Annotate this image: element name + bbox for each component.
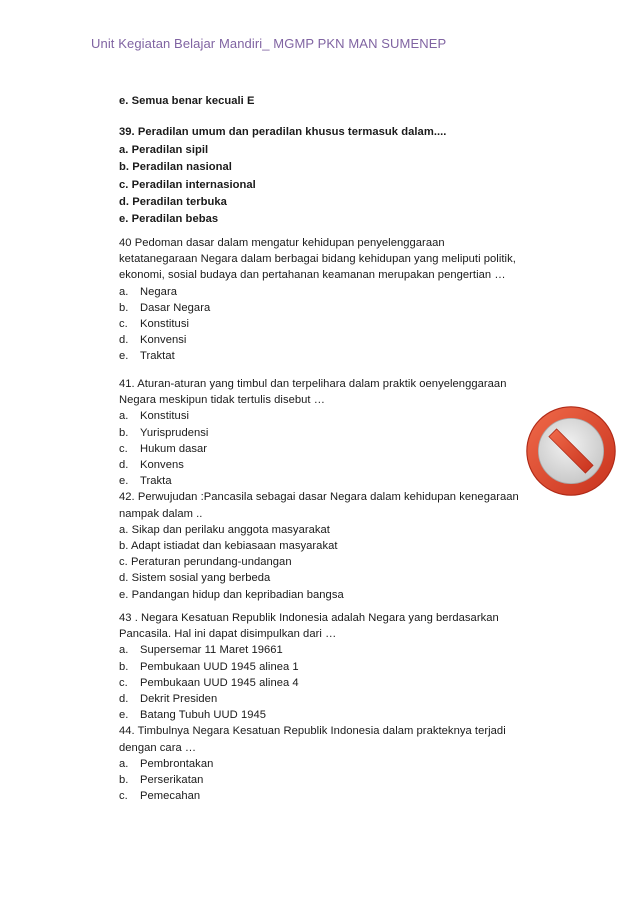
q39-option-e: e. Peradilan bebas (119, 213, 219, 226)
q40-line-1: 40 Pedoman dasar dalam mengatur kehidupan penyelenggaraan (119, 237, 445, 249)
q40-option-e: e. Traktat (119, 350, 175, 363)
q39-option-b: b. Peradilan nasional (119, 161, 232, 174)
q43-option-b: b. Pembukaan UUD 1945 alinea 1 (119, 660, 299, 673)
question-39-block (119, 93, 559, 229)
q41-line-1: 41. Aturan-aturan yang timbul dan terpelihara dalam praktik oenyelenggaraan (119, 378, 507, 390)
q44-option-b: b. Perserikatan (119, 774, 204, 787)
q44-option-c: c. Pemecahan (119, 790, 201, 803)
q39-option-a: a. Peradilan sipil (119, 143, 209, 156)
q41-option-e: e. Trakta (119, 475, 172, 488)
q39-option-c: c. Peradilan internasional (119, 178, 256, 191)
q40-option-a: a. Negara (119, 285, 177, 298)
q43-option-c: c. Pembukaan UUD 1945 alinea 4 (119, 676, 299, 689)
top-option-e: e. Semua benar kecuali E (119, 95, 255, 107)
q42-line-2: nampak dalam .. (119, 507, 203, 520)
q42-option-d: d. Sistem sosial yang berbeda (119, 572, 271, 585)
q40-line-3: ekonomi, sosial budaya dan pertahanan keamanan merupakan pengertian … (119, 269, 506, 282)
q44-option-a: a. Pembrontakan (119, 757, 214, 770)
q44-line-1: 44. Timbulnya Negara Kesatuan Republik Indonesia dalam prakteknya terjadi (119, 725, 506, 738)
q44-line-2: dengan cara … (119, 741, 197, 754)
q39-option-d: d. Peradilan terbuka (119, 196, 227, 209)
q43-option-d: d. Dekrit Presiden (119, 693, 218, 706)
q41-option-d: d. Konvens (119, 459, 184, 472)
q42-option-e: e. Pandangan hidup dan kepribadian bangsa (119, 588, 344, 601)
question-40-block (119, 235, 559, 365)
q43-line-1: 43 . Negara Kesatuan Republik Indonesia adalah Negara yang berdasarkan (119, 612, 499, 624)
q41-option-a: a. Konstitusi (119, 410, 190, 423)
q43-option-a: a. Supersemar 11 Maret 19661 (119, 644, 283, 657)
prohibition-sign-icon (523, 403, 619, 499)
q42-option-a: a. Sikap dan perilaku anggota masyarakat (119, 523, 330, 536)
question-41-block (119, 376, 559, 603)
q42-option-c: c. Peraturan perundang-undangan (119, 556, 292, 569)
q43-option-e: e. Batang Tubuh UUD 1945 (119, 709, 267, 722)
q43-line-2: Pancasila. Hal ini dapat disimpulkan dari … (119, 628, 337, 641)
q41-option-c: c. Hukum dasar (119, 442, 208, 455)
question-39-text: 39. Peradilan umum dan peradilan khusus termasuk dalam.... (119, 126, 447, 139)
q42-option-b: b. Adapt istiadat dan kebiasaan masyarakat (119, 540, 338, 553)
q40-option-b: b. Dasar Negara (119, 301, 211, 314)
q41-option-b: b. Yurisprudensi (119, 426, 209, 439)
q40-line-2: ketatanegaraan Negara dalam berbagai bidang kehidupan yang meliputi politik, (119, 253, 516, 266)
question-43-block (119, 610, 559, 804)
q40-option-c: c. Konstitusi (119, 318, 190, 331)
q42-line-1: 42. Perwujudan :Pancasila sebagai dasar Negara dalam kehidupan kenegaraan (119, 491, 519, 504)
q40-option-d: d. Konvensi (119, 334, 187, 347)
q41-line-2: Negara meskipun tidak tertulis disebut … (119, 394, 325, 407)
page-header: Unit Kegiatan Belajar Mandiri_ MGMP PKN MAN SUMENEP (91, 36, 447, 51)
